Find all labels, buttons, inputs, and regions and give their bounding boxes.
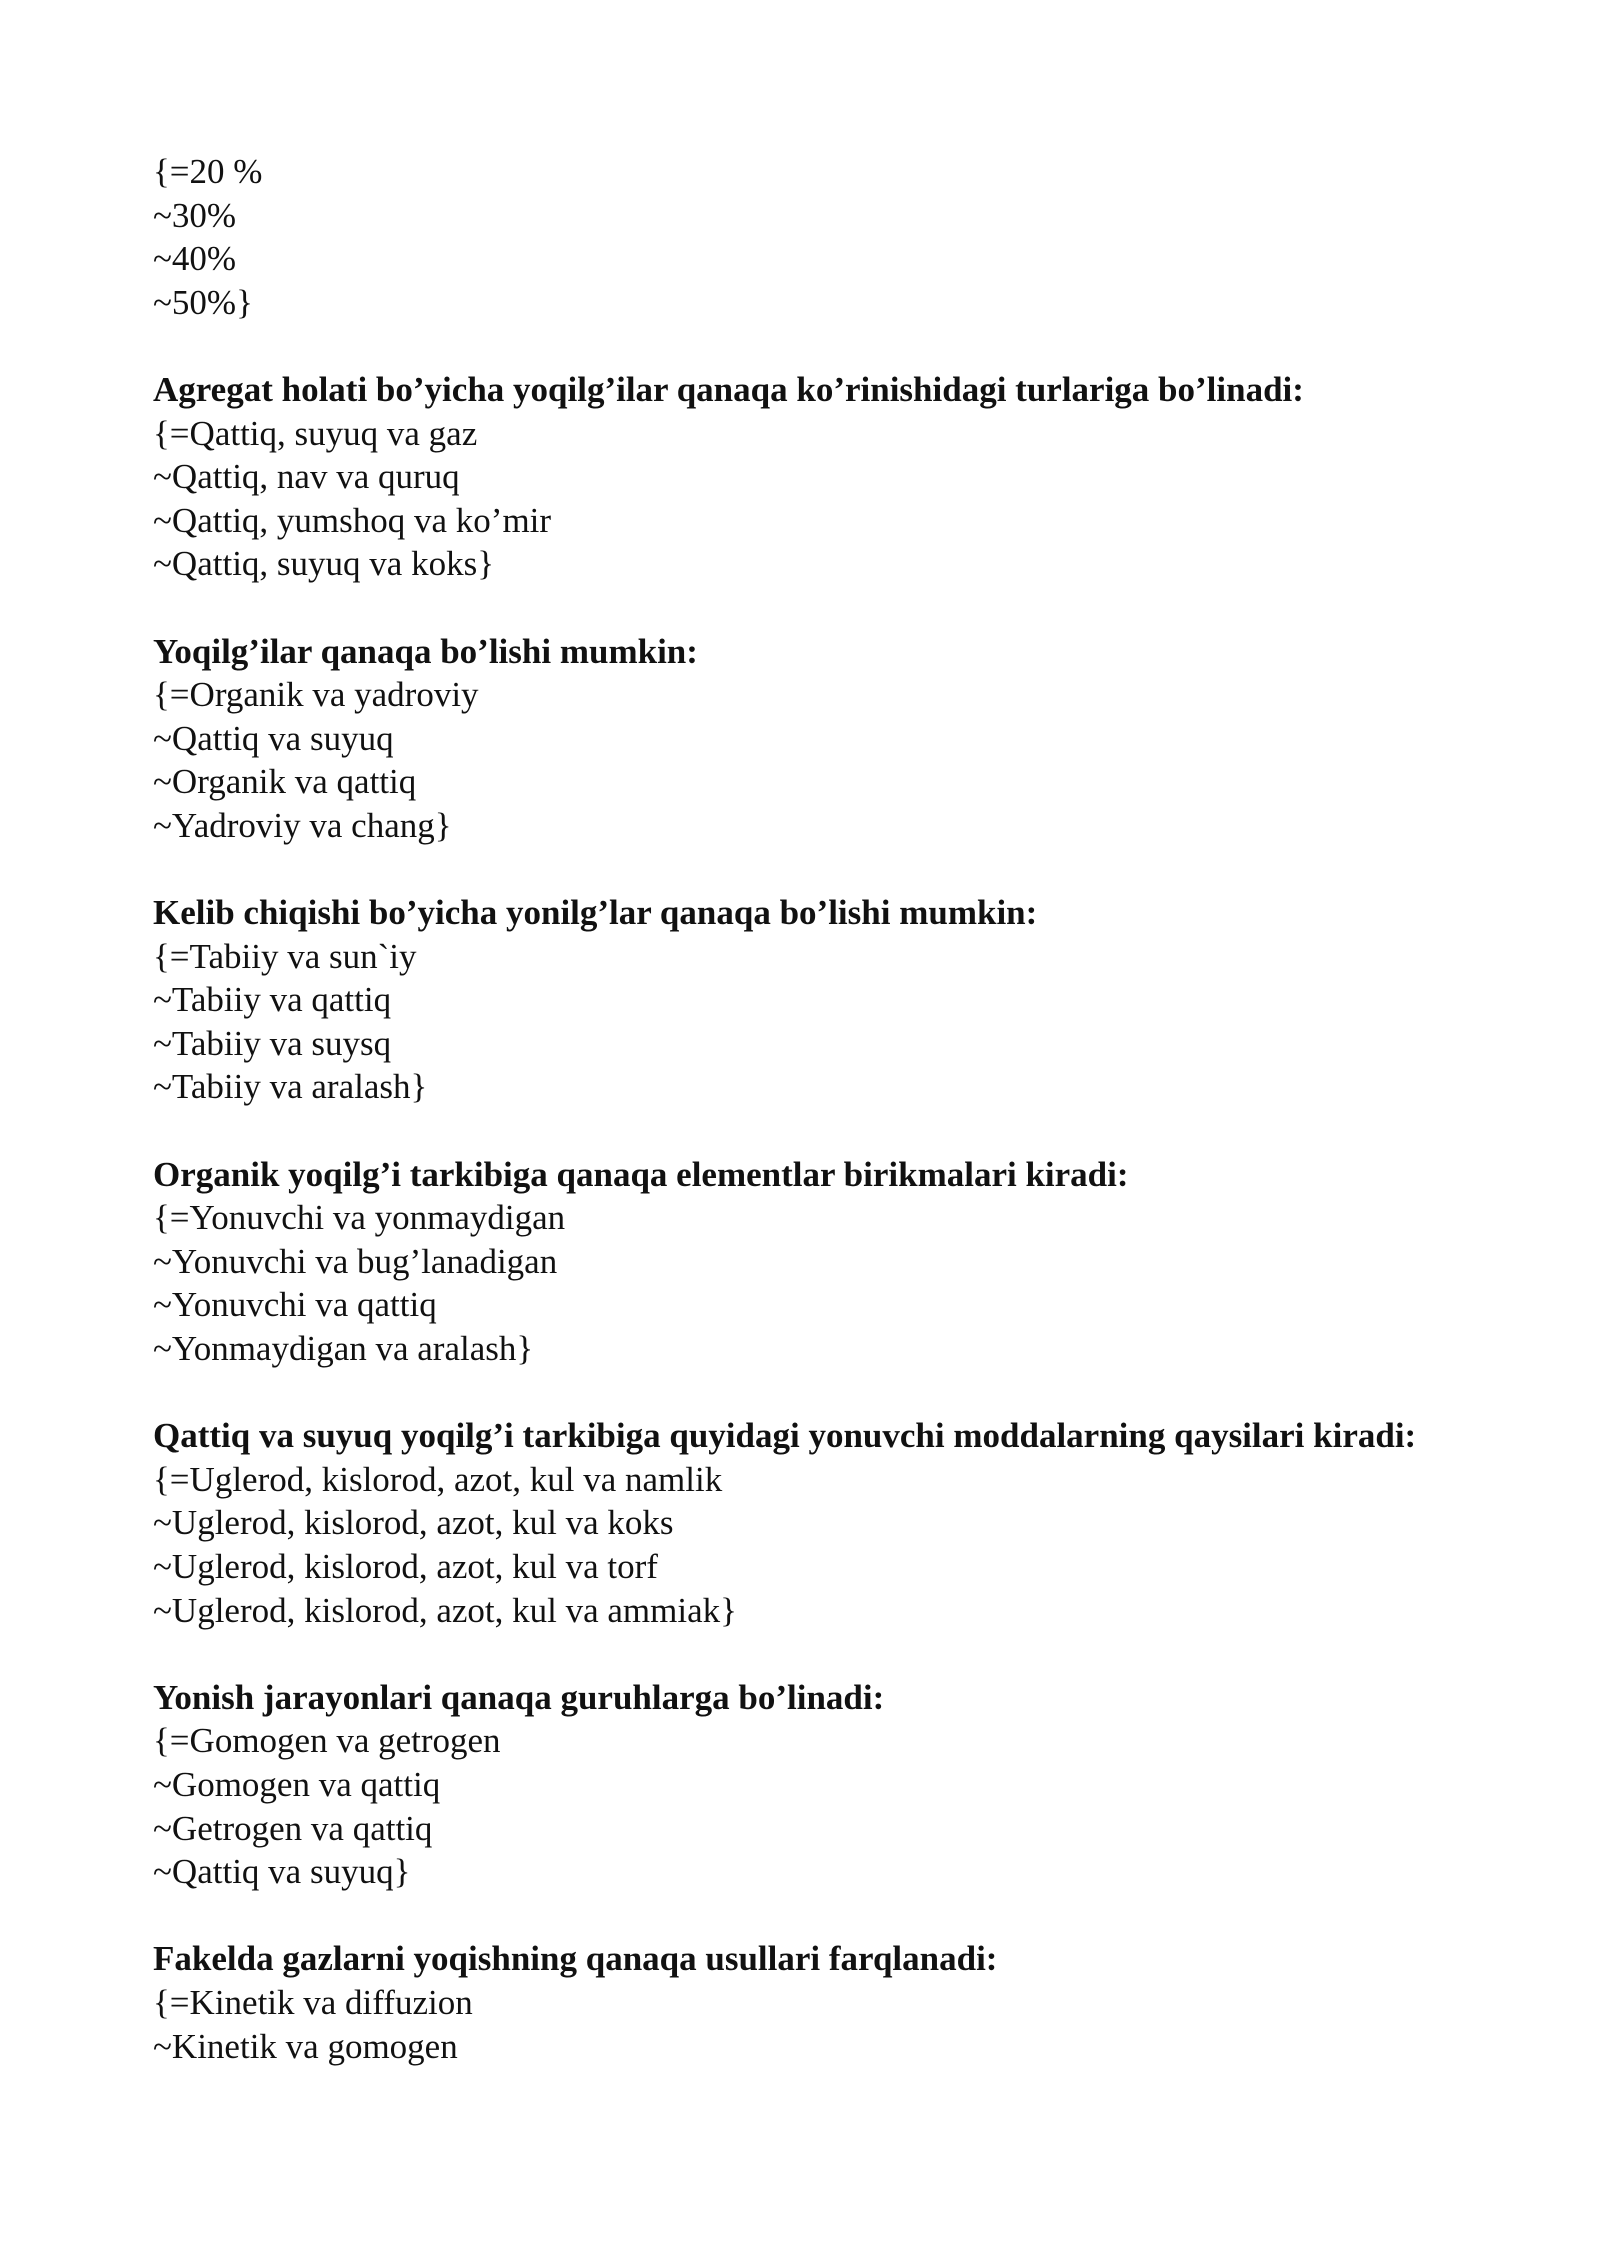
option-line: ~40%: [153, 239, 237, 279]
paragraph-gap: [153, 1371, 1458, 1415]
option-line: ~Qattiq, yumshoq va ko’mir: [153, 500, 552, 540]
option-line: ~Tabiiy va qattiq: [153, 980, 392, 1020]
question-block: [153, 630, 1458, 848]
option-line: ~Uglerod, kislorod, azot, kul va ammiak}: [153, 1590, 737, 1630]
question-text: Fakelda gazlarni yoqishning qanaqa usullari farqlanadi:: [153, 1939, 998, 1979]
option-line: ~Qattiq, suyuq va koks}: [153, 544, 494, 584]
option-line: {=20 %: [153, 152, 263, 191]
option-line: ~Qattiq va suyuq: [153, 718, 394, 758]
option-line: ~Kinetik va gomogen: [153, 2026, 458, 2066]
leading-options: [153, 150, 1458, 324]
question-text: Kelib chiqishi bo’yicha yonilg’lar qanaqa bo’lishi mumkin:: [153, 893, 1038, 933]
paragraph-gap: [153, 1632, 1458, 1676]
option-line: ~Yonmaydigan va aralash}: [153, 1329, 534, 1369]
question-text: Organik yoqilg’i tarkibiga qanaqa elementlar birikmalari kiradi:: [153, 1154, 1129, 1194]
option-line: ~Tabiiy va aralash}: [153, 1067, 428, 1107]
option-line: ~Qattiq va suyuq}: [153, 1852, 411, 1892]
option-line: ~30%: [153, 195, 237, 235]
paragraph-gap: [153, 1894, 1458, 1938]
question-text: Qattiq va suyuq yoqilg’i tarkibiga quyidagi yonuvchi moddalarning qaysilari kiradi:: [153, 1416, 1417, 1456]
option-line: ~50%}: [153, 282, 253, 322]
option-line: {=Tabiiy va sun`iy: [153, 936, 417, 976]
option-line: {=Kinetik va diffuzion: [153, 1982, 473, 2022]
question-block: [153, 1153, 1458, 1371]
question-text: Agregat holati bo’yicha yoqilg’ilar qanaqa ko’rinishidagi turlariga bo’linadi:: [153, 369, 1304, 409]
option-line: {=Gomogen va getrogen: [153, 1721, 501, 1761]
page-content: [153, 150, 1458, 2068]
option-line: ~Yonuvchi va bug’lanadigan: [153, 1241, 558, 1281]
option-line: {=Yonuvchi va yonmaydigan: [153, 1198, 566, 1238]
option-line: ~Uglerod, kislorod, azot, kul va torf: [153, 1547, 658, 1586]
option-line: ~Tabiiy va suysq: [153, 1023, 392, 1063]
question-block: [153, 1414, 1458, 1632]
option-line: ~Uglerod, kislorod, azot, kul va koks: [153, 1503, 674, 1543]
question-text: Yoqilg’ilar qanaqa bo’lishi mumkin:: [153, 631, 698, 671]
option-line: ~Yadroviy va chang}: [153, 805, 452, 845]
question-block: [153, 891, 1458, 1109]
option-line: ~Getrogen va qattiq: [153, 1808, 433, 1848]
question-text: Yonish jarayonlari qanaqa guruhlarga bo’linadi:: [153, 1677, 885, 1717]
option-line: {=Qattiq, suyuq va gaz: [153, 413, 478, 453]
option-line: ~Qattiq, nav va quruq: [153, 457, 460, 497]
option-line: {=Uglerod, kislorod, azot, kul va namlik: [153, 1459, 723, 1499]
option-line: ~Organik va qattiq: [153, 762, 417, 802]
option-line: {=Organik va yadroviy: [153, 675, 479, 715]
option-line: ~Gomogen va qattiq: [153, 1764, 441, 1804]
paragraph-gap: [153, 586, 1458, 630]
paragraph-gap: [153, 1109, 1458, 1153]
option-line: ~Yonuvchi va qattiq: [153, 1285, 437, 1325]
paragraph-gap: [153, 324, 1458, 368]
paragraph-gap: [153, 848, 1458, 892]
question-block: [153, 1676, 1458, 1894]
question-block: [153, 368, 1458, 586]
question-block: [153, 1937, 1458, 2068]
